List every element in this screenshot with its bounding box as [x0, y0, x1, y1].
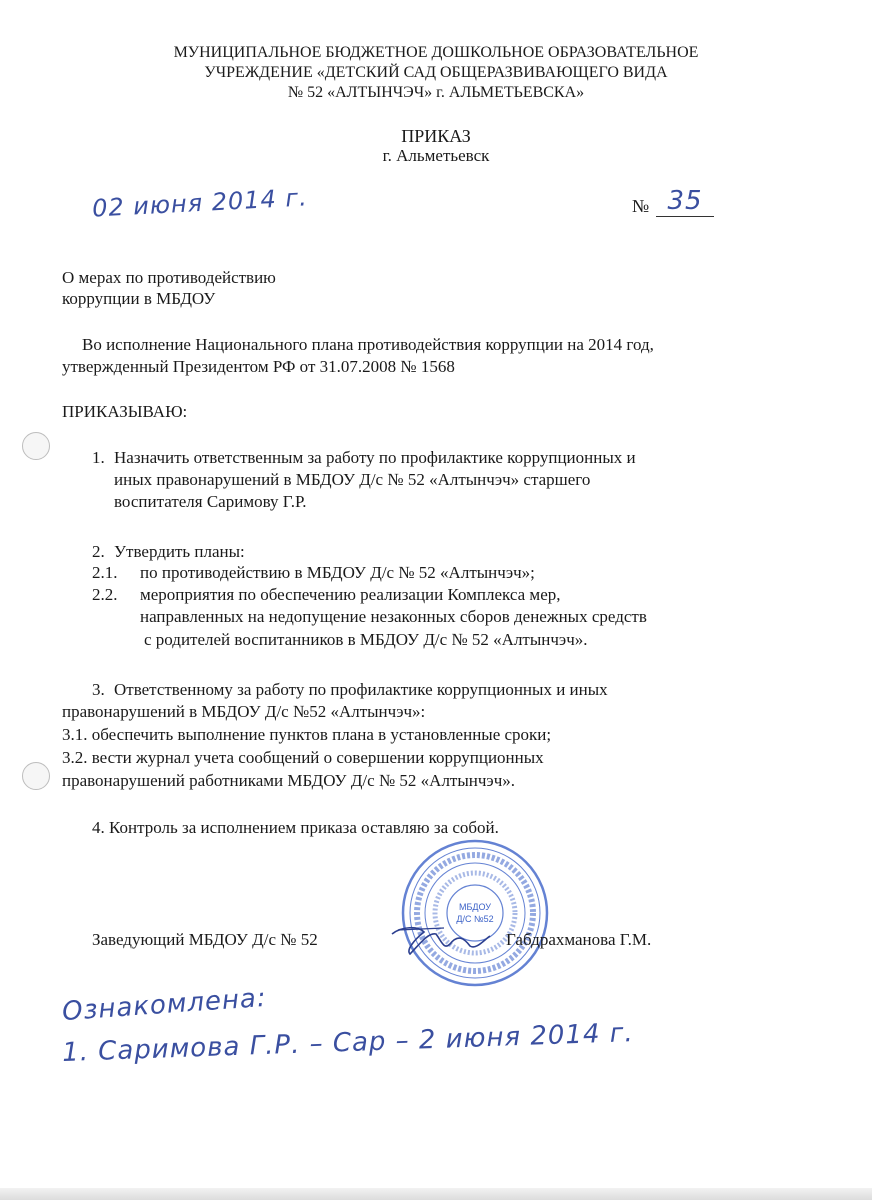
item-1-line-2: иных правонарушений в МБДОУ Д/с № 52 «Алтынчэч» старшего — [114, 470, 591, 489]
official-seal-stamp — [400, 838, 550, 988]
item-1-line-3: воспитателя Саримову Г.Р. — [114, 492, 307, 511]
subject-line-1: О мерах по противодействию — [62, 268, 276, 287]
acknowledgement-line-2: 1. Саримова Г.Р. – Сар – 2 июня 2014 г. — [61, 1018, 635, 1068]
doc-number-label: № — [632, 196, 650, 216]
header-line-2: УЧРЕЖДЕНИЕ «ДЕТСКИЙ САД ОБЩЕРАЗВИВАЮЩЕГО ВИДА — [204, 64, 668, 81]
punch-hole-bottom — [22, 762, 50, 790]
item-3-line-2: правонарушений в МБДОУ Д/с №52 «Алтынчэч»: — [62, 702, 426, 721]
item-1-number: 1. — [92, 448, 105, 467]
item-3-2-line-1: 3.2. вести журнал учета сообщений о совершении коррупционных — [62, 748, 544, 767]
order-word: ПРИКАЗЫВАЮ: — [62, 402, 188, 421]
item-2-number: 2. — [92, 542, 105, 561]
item-2-1-number: 2.1. — [92, 563, 118, 582]
item-2-2-line-1: мероприятия по обеспечению реализации Комплекса мер, — [140, 585, 561, 604]
page-bottom-edge — [0, 1188, 872, 1200]
doc-number-handwritten: 35 — [656, 186, 714, 217]
item-2-text: Утвердить планы: — [114, 542, 245, 561]
stamp-center-line-2: Д/С №52 — [456, 914, 494, 924]
signature-position: Заведующий МБДОУ Д/с № 52 — [92, 930, 318, 949]
header-line-3: № 52 «АЛТЫНЧЭЧ» г. АЛЬМЕТЬЕВСКА» — [287, 84, 585, 101]
item-3-line-1: Ответственному за работу по профилактике коррупционных и иных — [114, 680, 608, 699]
item-4-text: 4. Контроль за исполнением приказа оставляю за собой. — [92, 818, 499, 837]
doc-city: г. Альметьевск — [382, 146, 490, 165]
preamble-line-2: утвержденный Президентом РФ от 31.07.2008 № 1568 — [62, 357, 455, 376]
item-2-2-number: 2.2. — [92, 585, 118, 604]
item-3-number: 3. — [92, 680, 105, 699]
doc-title: ПРИКАЗ — [401, 126, 471, 146]
header-line-1: МУНИЦИПАЛЬНОЕ БЮДЖЕТНОЕ ДОШКОЛЬНОЕ ОБРАЗОВАТЕЛЬНОЕ — [173, 44, 699, 61]
item-1-line-1: Назначить ответственным за работу по профилактике коррупционных и — [114, 448, 636, 467]
preamble-line-1: Во исполнение Национального плана противодействия коррупции на 2014 год, — [82, 335, 654, 354]
item-3-1: 3.1. обеспечить выполнение пунктов плана в установленные сроки; — [62, 725, 552, 744]
item-2-2-line-2: направленных на недопущение незаконных сборов денежных средств — [140, 607, 647, 626]
item-2-1-text: по противодействию в МБДОУ Д/с № 52 «Алтынчэч»; — [140, 563, 535, 582]
handwritten-signature — [384, 920, 494, 960]
signature-name: Габдрахманова Г.М. — [506, 930, 652, 949]
acknowledgement-line-1: Ознакомлена: — [61, 982, 268, 1028]
item-2-2-line-3: с родителей воспитанников в МБДОУ Д/с № 52 «Алтынчэч». — [144, 630, 588, 649]
item-3-2-line-2: правонарушений работниками МБДОУ Д/с № 52 «Алтынчэч». — [62, 771, 516, 790]
punch-hole-top — [22, 432, 50, 460]
subject-line-2: коррупции в МБДОУ — [62, 289, 216, 308]
doc-date-handwritten: 02 июня 2014 г. — [91, 183, 309, 223]
stamp-center-line-1: МБДОУ — [458, 902, 492, 912]
